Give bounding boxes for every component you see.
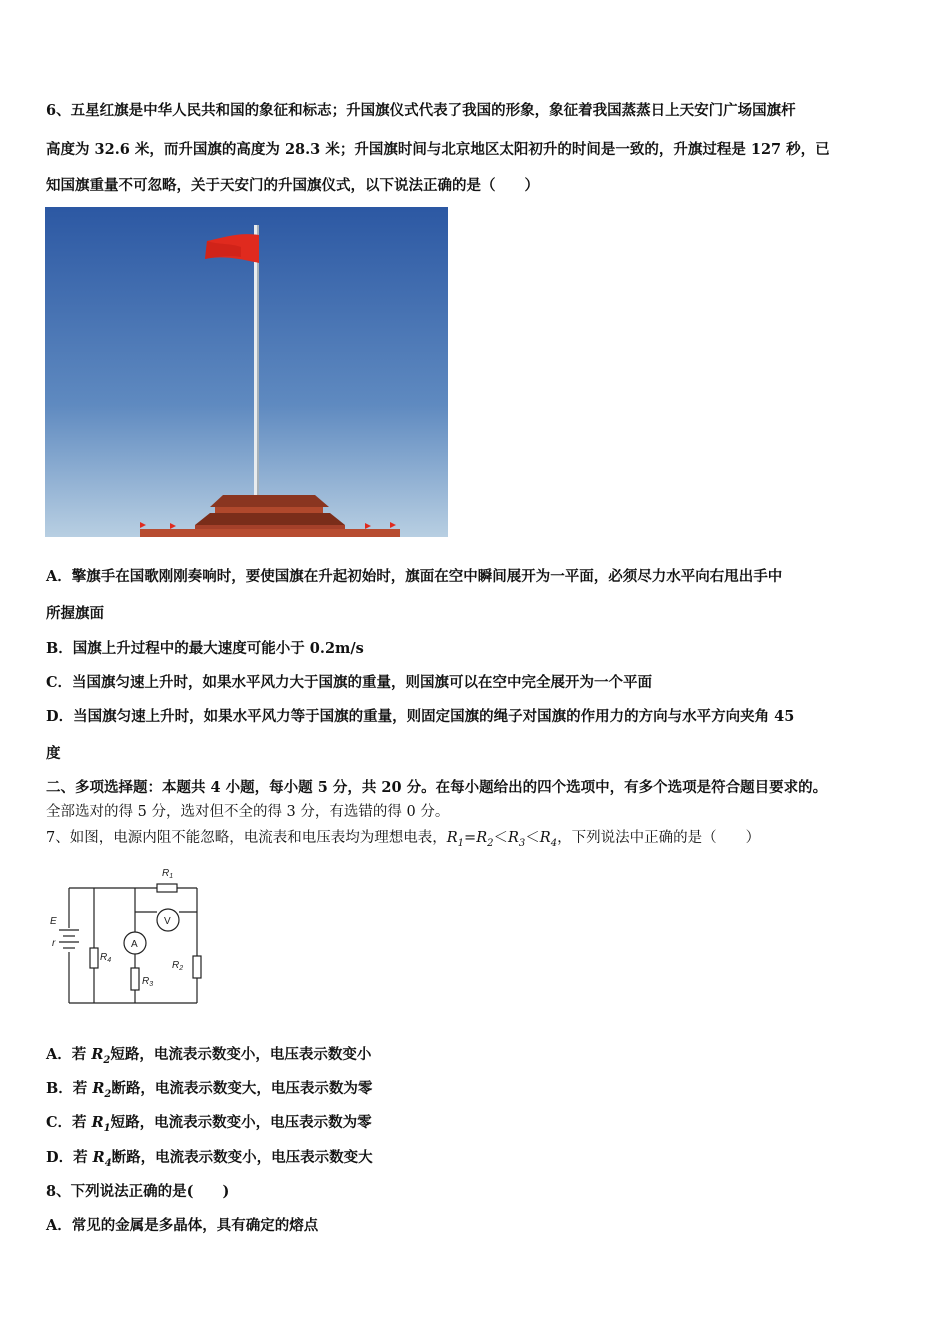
r1-label: $R_1$ xyxy=(162,868,174,880)
ammeter-label: A xyxy=(131,939,138,950)
q6-option-d-line1: D．当国旗匀速上升时，如果水平风力等于国旗的重量，则固定国旗的绳子对国旗的作用力的方向与水平方向夹角 45 xyxy=(46,708,795,725)
q7-option-c: C．若 $R_1$短路，电流表示数变小，电压表示数为零 xyxy=(46,1114,372,1134)
q6-option-c: C．当国旗匀速上升时，如果水平风力大于国旗的重量，则国旗可以在空中完全展开为一个平面 xyxy=(46,674,653,691)
q7-option-a: A．若 $R_2$短路，电流表示数变小，电压表示数变小 xyxy=(46,1046,372,1066)
q6-option-a-line1: A．擎旗手在国歌刚刚奏响时，要使国旗在升起初始时，旗面在空中瞬间展开为一平面，必须尽力水平向右甩出手中 xyxy=(46,568,783,585)
resistor-r2 xyxy=(193,956,201,978)
q7-stem: 7、如图，电源内阻不能忽略，电流表和电压表均为理想电表，$R_1=R_2<R_3<R_4$，下列说法中正确的是（ ） xyxy=(46,830,761,849)
q7-option-b: B．若 $R_2$断路，电流表示数变大，电压表示数为零 xyxy=(46,1080,373,1100)
tiananmen-flag-photo xyxy=(45,207,448,537)
q6-stem-line1: 6、五星红旗是中华人民共和国的象征和标志；升国旗仪式代表了我国的形象，象征着我国蒸蒸日上天安门广场国旗杆 xyxy=(46,102,796,119)
section2-instructions-line2: 全部选对的得 5 分，选对但不全的得 3 分，有选错的得 0 分。 xyxy=(46,804,450,820)
r3-label: $R_3$ xyxy=(142,976,154,988)
r4-label: $R_4$ xyxy=(100,952,112,964)
q8-stem: 8、下列说法正确的是( ) xyxy=(46,1183,230,1200)
section2-instructions-line1: 二、多项选择题：本题共 4 小题，每小题 5 分，共 20 分。在每小题给出的四个选项中，有多个选项是符合题目要求的。 xyxy=(46,779,828,796)
q6-option-d-line2: 度 xyxy=(46,745,61,762)
resistor-r3 xyxy=(131,968,139,990)
q6-stem-line2: 高度为 32.6 米，而升国旗的高度为 28.3 米；升国旗时间与北京地区太阳初升的时间是一致的，升旗过程是 127 秒，已 xyxy=(46,141,830,158)
q6-option-a-line2: 所握旗面 xyxy=(46,605,104,622)
r2-label: $R_2$ xyxy=(172,960,184,972)
q6-option-b: B．国旗上升过程中的最大速度可能小于 0.2m/s xyxy=(46,640,364,657)
resistor-r4 xyxy=(90,948,98,968)
battery-symbol xyxy=(59,930,79,948)
q8-option-a: A．常见的金属是多晶体，具有确定的熔点 xyxy=(46,1217,319,1234)
voltmeter-label: V xyxy=(164,916,171,927)
circuit-diagram xyxy=(44,860,214,1010)
q7-option-d: D．若 $R_4$断路，电流表示数变小，电压表示数变大 xyxy=(46,1149,373,1169)
resistor-r1 xyxy=(157,884,177,892)
internal-resistance-label: r xyxy=(52,938,56,949)
q6-stem-line3: 知国旗重量不可忽略，关于天安门的升国旗仪式，以下说法正确的是（ ） xyxy=(46,177,539,194)
emf-label: E xyxy=(50,916,57,927)
